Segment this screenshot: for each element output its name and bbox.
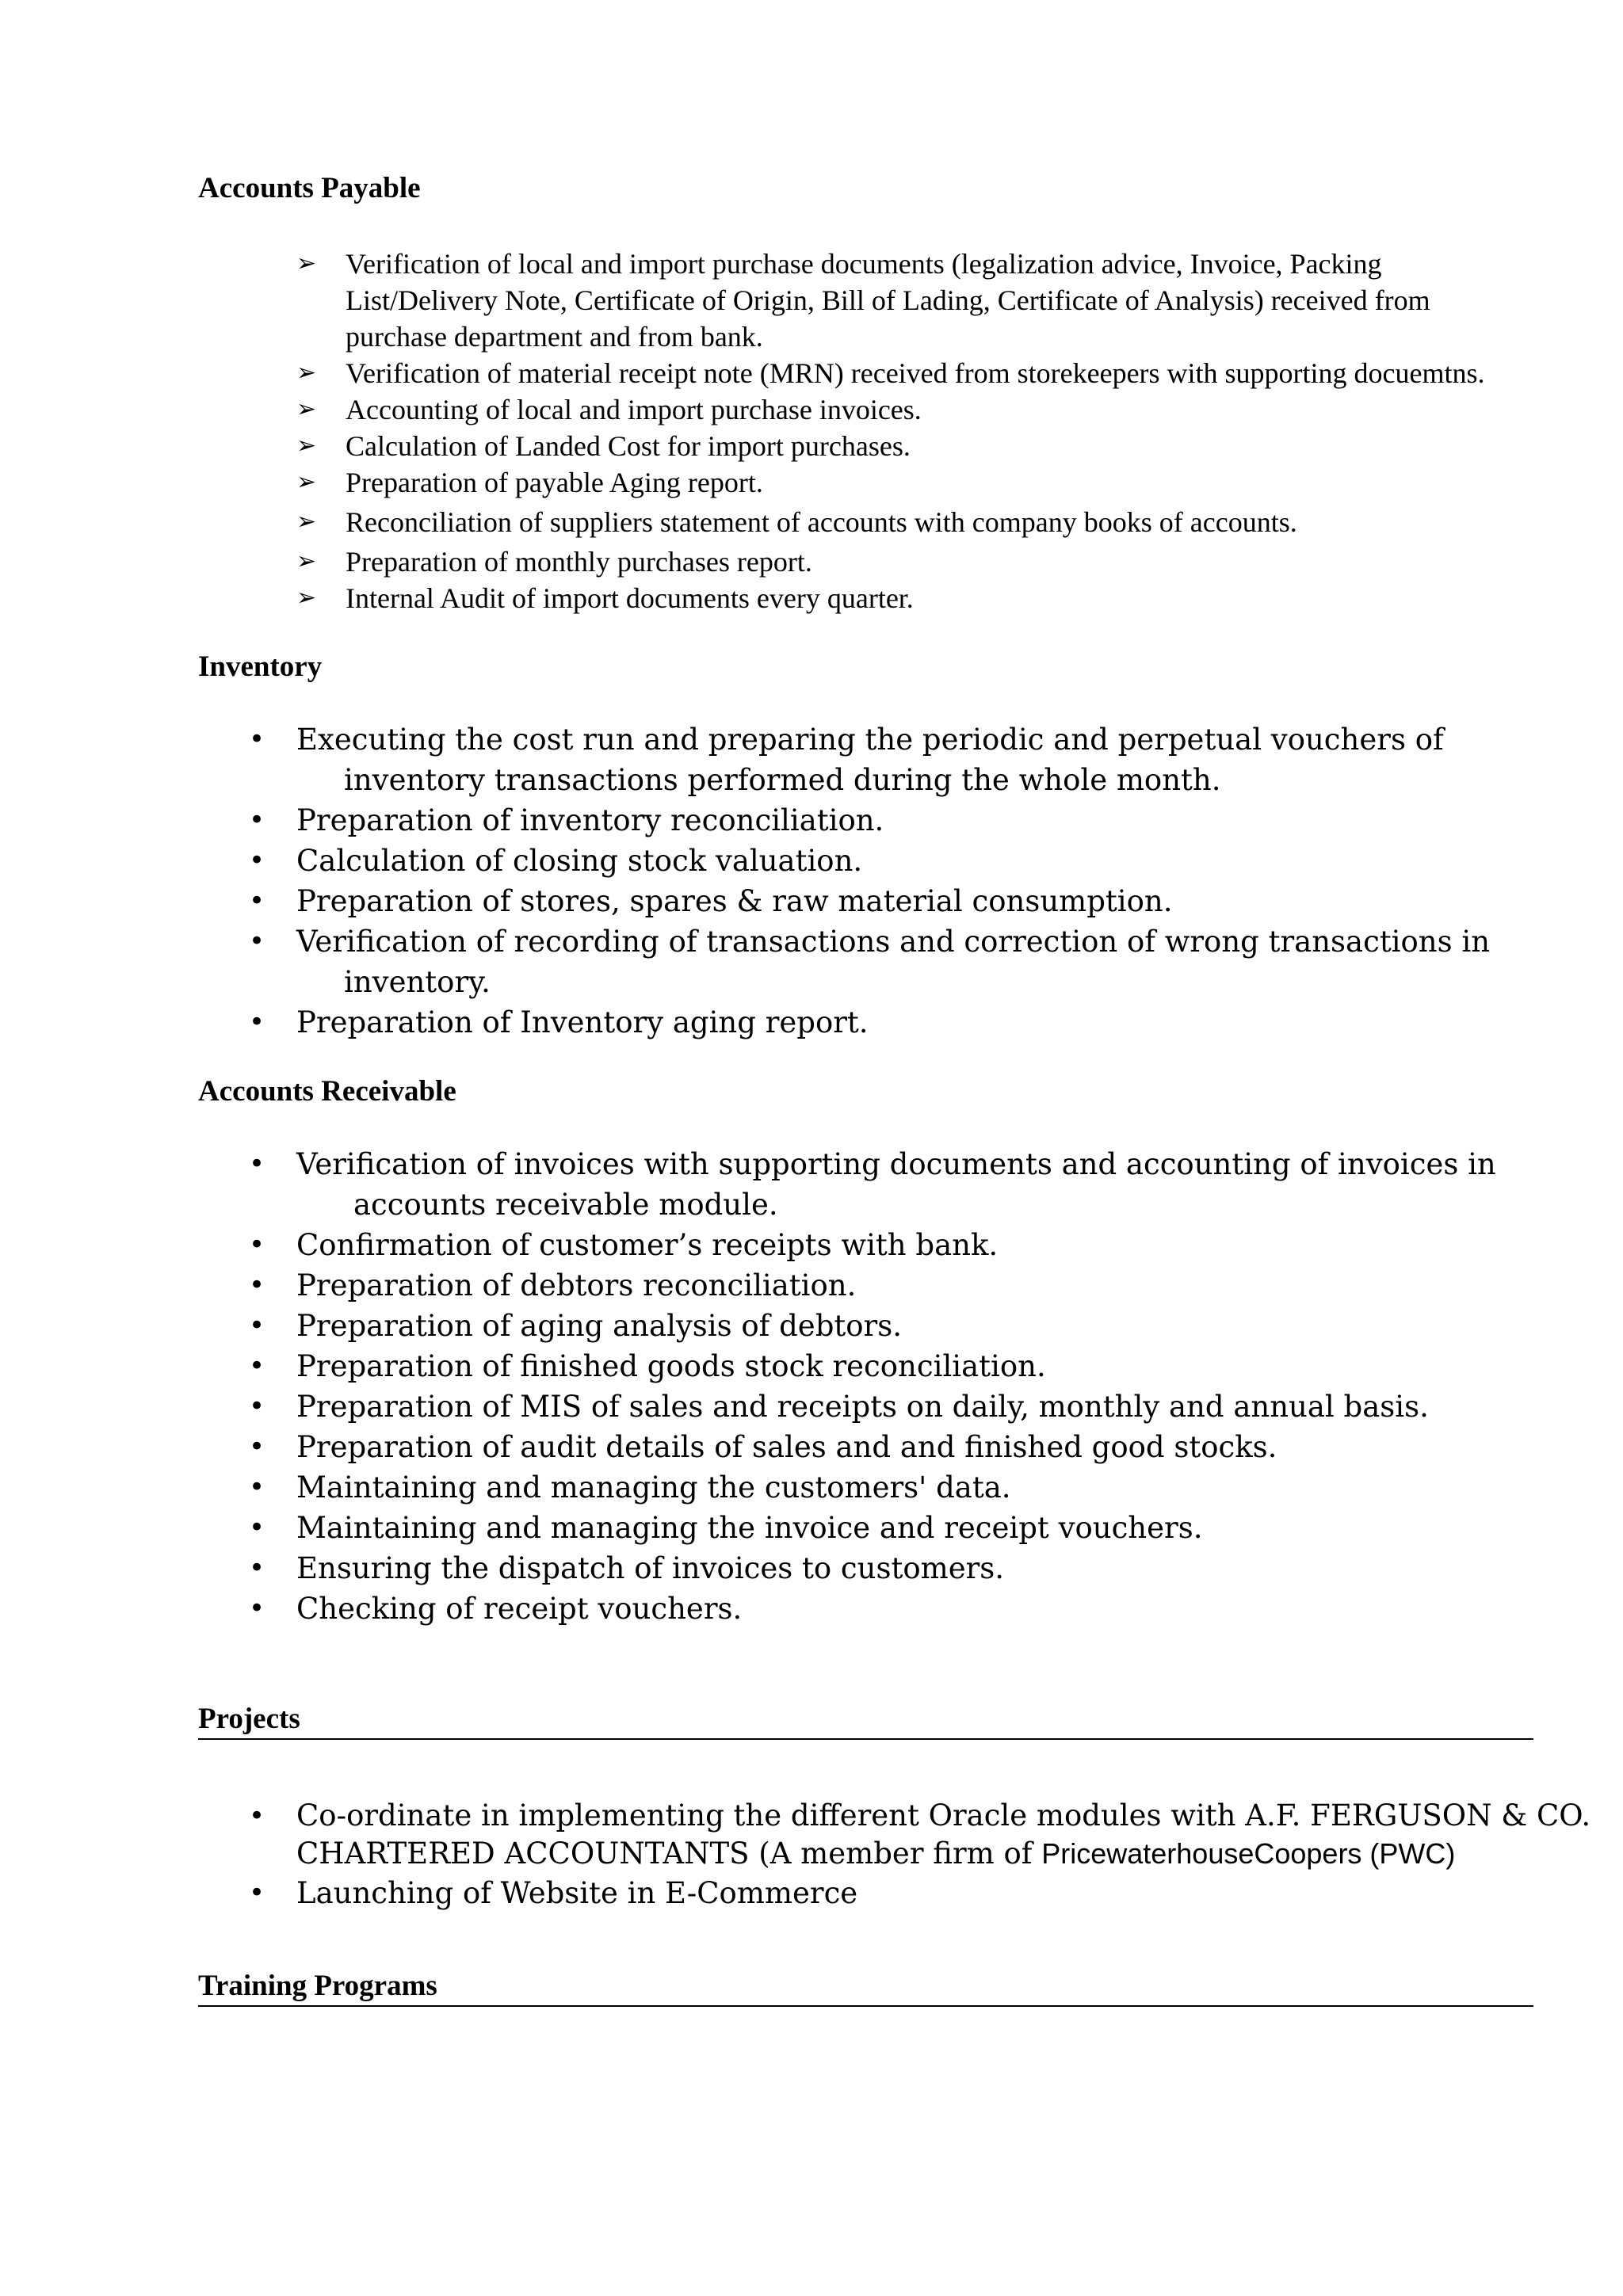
round-bullet-icon: • xyxy=(249,1350,265,1382)
list-item: • Verification of invoices with supporting documents and accounting of invoices in accounts receivable module. xyxy=(198,1144,1498,1225)
list-item: • Co-ordinate in implementing the different Oracle modules with A.F. FERGUSON & CO. CHARTERED ACCOUNTANTS (A member firm of PricewaterhouseCoopers (PWC) xyxy=(249,1798,1591,1871)
list-item: • Calculation of closing stock valuation. xyxy=(198,841,1498,881)
arrow-bullet-icon: ➢ xyxy=(296,547,317,575)
round-bullet-icon: • xyxy=(249,1877,265,1909)
training-programs-heading: Training Programs xyxy=(198,1969,1533,2007)
round-bullet-icon: • xyxy=(249,925,265,957)
round-bullet-icon: • xyxy=(249,1269,265,1301)
list-item: • Checking of receipt vouchers. xyxy=(198,1589,1498,1629)
list-item: • Preparation of inventory reconciliation. xyxy=(198,800,1498,841)
round-bullet-icon: • xyxy=(249,1592,265,1624)
list-item: ➢ Reconciliation of suppliers statement of accounts with company books of accounts. xyxy=(198,501,1331,543)
list-item: • Preparation of aging analysis of debtors. xyxy=(198,1306,1498,1346)
round-bullet-icon: • xyxy=(249,1148,265,1180)
round-bullet-icon: • xyxy=(249,1431,265,1463)
round-bullet-icon: • xyxy=(249,1471,265,1503)
inventory-list xyxy=(198,719,1533,1043)
accounts-receivable-list xyxy=(198,1144,1533,1629)
round-bullet-icon: • xyxy=(249,885,265,917)
round-bullet-icon: • xyxy=(249,1800,265,1832)
list-item: • Preparation of debtors reconciliation. xyxy=(198,1265,1498,1306)
round-bullet-icon: • xyxy=(249,804,265,836)
arrow-bullet-icon: ➢ xyxy=(296,432,317,460)
list-item: • Preparation of MIS of sales and receipts on daily, monthly and annual basis. xyxy=(198,1386,1498,1427)
list-item: • Executing the cost run and preparing the periodic and perpetual vouchers of inventory transactions performed during the whole month. xyxy=(198,719,1498,800)
round-bullet-icon: • xyxy=(249,1310,265,1341)
projects-heading: Projects xyxy=(198,1702,1533,1740)
document-page xyxy=(198,158,1591,2007)
list-item: ➢ Calculation of Landed Cost for import purchases. xyxy=(198,428,1514,464)
arrow-bullet-icon: ➢ xyxy=(296,468,317,496)
list-item: ➢ Internal Audit of import documents every quarter. xyxy=(198,580,1514,616)
list-item: ➢ Verification of local and import purchase documents (legalization advice, Invoice, Packing List/Delivery Note, Certificate of Origin, Bill of Lading, Certificate of Analysis) received from purchase department and from bank. xyxy=(198,246,1514,355)
list-item: ➢ Preparation of payable Aging report. xyxy=(198,464,1514,501)
round-bullet-icon: • xyxy=(249,1229,265,1261)
arrow-bullet-icon: ➢ xyxy=(296,395,317,423)
list-item: • Ensuring the dispatch of invoices to customers. xyxy=(198,1548,1498,1589)
round-bullet-icon: • xyxy=(249,1552,265,1584)
round-bullet-icon: • xyxy=(249,723,265,755)
round-bullet-icon: • xyxy=(249,845,265,876)
list-item: ➢ Verification of material receipt note (MRN) received from storekeepers with supporting docuemtns. xyxy=(198,355,1514,391)
arrow-bullet-icon: ➢ xyxy=(296,359,317,387)
list-item: • Preparation of Inventory aging report. xyxy=(198,1002,1498,1043)
list-item: • Preparation of finished goods stock reconciliation. xyxy=(198,1346,1498,1386)
round-bullet-icon: • xyxy=(249,1512,265,1543)
arrow-bullet-icon: ➢ xyxy=(296,584,317,612)
list-item: • Confirmation of customer’s receipts with bank. xyxy=(198,1225,1498,1265)
arrow-bullet-icon: ➢ xyxy=(296,508,317,536)
list-item: ➢ Accounting of local and import purchase invoices. xyxy=(198,391,1514,428)
list-item: • Maintaining and managing the invoice and receipt vouchers. xyxy=(198,1508,1498,1548)
projects-list xyxy=(198,1797,1591,1913)
list-item: • Preparation of stores, spares & raw material consumption. xyxy=(198,881,1498,921)
accounts-payable-heading: Accounts Payable xyxy=(198,172,421,204)
list-item: • Preparation of audit details of sales and and finished good stocks. xyxy=(198,1427,1498,1467)
accounts-receivable-heading: Accounts Receivable xyxy=(198,1075,456,1108)
round-bullet-icon: • xyxy=(249,1390,265,1422)
list-item: ➢ Preparation of monthly purchases report. xyxy=(198,543,1514,580)
list-item: • Maintaining and managing the customers' data. xyxy=(198,1467,1498,1508)
round-bullet-icon: • xyxy=(249,1006,265,1038)
list-item: • Verification of recording of transactions and correction of wrong transactions in inventory. xyxy=(198,921,1498,1002)
list-item: • Launching of Website in E-Commerce xyxy=(198,1873,1498,1913)
arrow-bullet-icon: ➢ xyxy=(296,250,317,277)
inventory-heading: Inventory xyxy=(198,650,323,683)
accounts-payable-list xyxy=(198,246,1533,616)
